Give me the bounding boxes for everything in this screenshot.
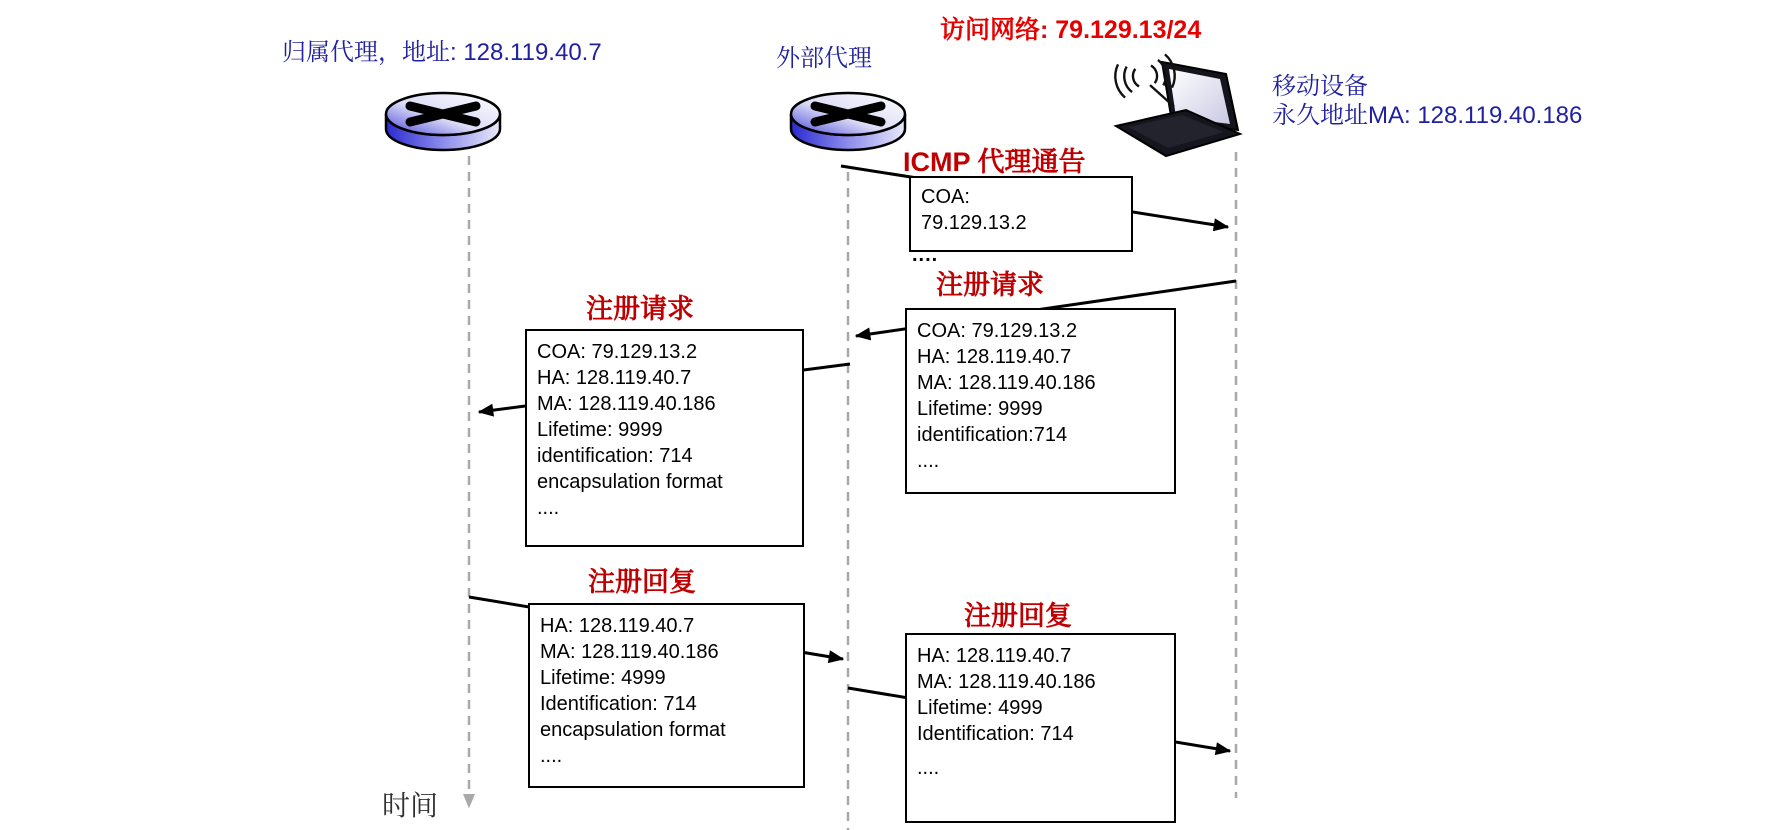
box-line: MA: 128.119.40.186 — [917, 671, 1096, 693]
visited-network-label: 访问网络: 79.129.13/24 — [940, 16, 1202, 44]
box-line: Identification: 714 — [540, 693, 697, 715]
box-line: COA: — [921, 186, 970, 208]
registration-reply-left-title: 注册回复 — [588, 567, 696, 597]
registration-reply-left-box — [528, 603, 805, 788]
box-line: HA: 128.119.40.7 — [917, 645, 1072, 667]
time-axis-label: 时间 — [382, 790, 439, 821]
router-icon — [791, 93, 905, 150]
laptop-icon — [1116, 62, 1240, 156]
router-icon — [386, 93, 500, 150]
box-line: encapsulation format — [540, 719, 726, 741]
box-line: MA: 128.119.40.186 — [917, 372, 1096, 394]
icmp-advertisement-ellipsis: .... — [912, 244, 939, 266]
box-line: COA: 79.129.13.2 — [537, 341, 698, 363]
registration-reply-right-box — [905, 633, 1176, 823]
box-line: HA: 128.119.40.7 — [540, 615, 695, 637]
box-line: MA: 128.119.40.186 — [537, 393, 716, 415]
box-line: .... — [917, 450, 940, 472]
box-line: Lifetime: 4999 — [540, 667, 666, 689]
box-line: Lifetime: 9999 — [917, 398, 1043, 420]
box-line: Lifetime: 4999 — [917, 697, 1043, 719]
icmp-advertisement-title: ICMP 代理通告 — [903, 147, 1086, 177]
registration-request-left-box — [525, 329, 804, 547]
icmp-advertisement-box — [909, 176, 1133, 252]
box-line: .... — [540, 745, 563, 767]
box-line: HA: 128.119.40.7 — [917, 346, 1072, 368]
box-line: .... — [917, 757, 940, 779]
registration-request-left-title: 注册请求 — [586, 294, 694, 324]
mobile-device-label — [1272, 72, 1582, 130]
mobile-device-label-line1: 移动设备 — [1272, 73, 1368, 100]
box-line: identification: 714 — [537, 445, 693, 467]
box-line: HA: 128.119.40.7 — [537, 367, 692, 389]
box-line: .... — [537, 497, 560, 519]
box-line: COA: 79.129.13.2 — [917, 320, 1078, 342]
box-line: 79.129.13.2 — [921, 212, 1027, 234]
registration-request-right-title: 注册请求 — [936, 270, 1044, 300]
box-line: MA: 128.119.40.186 — [540, 641, 719, 663]
foreign-agent-label: 外部代理 — [776, 45, 872, 72]
box-line: encapsulation format — [537, 471, 723, 493]
box-line: Lifetime: 9999 — [537, 419, 663, 441]
box-line: Identification: 714 — [917, 723, 1074, 745]
registration-request-right-box — [905, 308, 1176, 494]
box-line: identification:714 — [917, 424, 1068, 446]
home-agent-label: 归属代理，地址: 128.119.40.7 — [282, 39, 602, 66]
mobile-device-label-line2: 永久地址MA: 128.119.40.186 — [1272, 102, 1583, 129]
registration-reply-right-title: 注册回复 — [964, 601, 1072, 631]
